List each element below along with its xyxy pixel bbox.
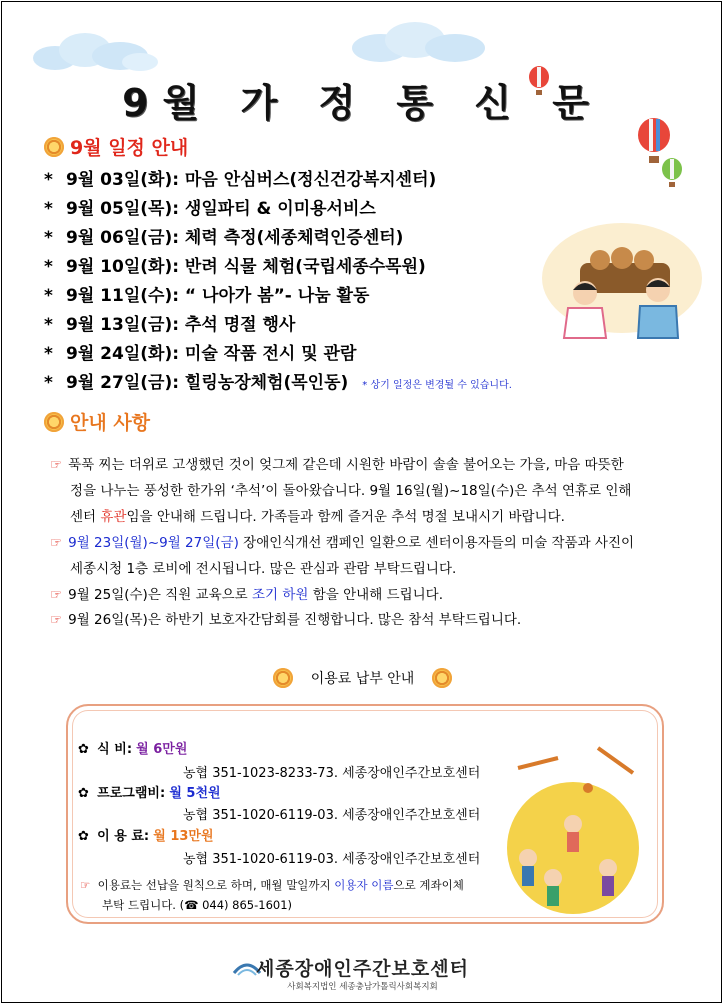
meal-fee-account: 농협 351-1023-8233-73. 세종장애인주간보호센터 bbox=[183, 766, 481, 781]
usage-fee-account: 농협 351-1020-6119-03. 세종장애인주간보호센터 bbox=[183, 852, 481, 867]
schedule-item: * 9월 24일(화): 미술 작품 전시 및 관람 bbox=[44, 344, 357, 364]
pointing-hand-icon: ☞ bbox=[80, 878, 91, 892]
schedule-item: * 9월 03일(화): 마음 안심버스(정신건강복지센터) bbox=[44, 170, 437, 190]
flower-bullet-icon bbox=[44, 412, 64, 432]
cloud-illustration bbox=[30, 30, 160, 75]
usage-fee-line: ✿ 이 용 료: 월 13만원 bbox=[78, 829, 214, 844]
fee-heading: 이용료 납부 안내 bbox=[0, 668, 725, 688]
schedule-heading: 9월 일정 안내 bbox=[44, 133, 188, 160]
center-affiliation: 사회복지법인 세종충남가톨릭사회복지회 bbox=[287, 982, 438, 992]
balloon-icon-3 bbox=[660, 158, 684, 192]
notice-paragraph-3: ☞ 9월 25일(수)은 직원 교육으로 조기 하원 함을 안내해 드립니다. bbox=[50, 587, 444, 603]
schedule-item: * 9월 06일(금): 체력 측정(세종체력인증센터) bbox=[44, 228, 404, 248]
moon-dance-illustration bbox=[498, 738, 648, 918]
pointing-hand-icon: ☞ bbox=[50, 612, 63, 628]
schedule-item: * 9월 13일(금): 추석 명절 행사 bbox=[44, 315, 296, 335]
notice-paragraph-4: ☞ 9월 26일(목)은 하반기 보호자간담회를 진행합니다. 많은 참석 부탁드립니다. bbox=[50, 612, 522, 628]
meal-fee-line: ✿ 식 비: 월 6만원 bbox=[78, 742, 188, 757]
schedule-item: * 9월 27일(금): 힐링농장체험(목인동) * 상기 일정은 변경될 수 있습니다. bbox=[44, 373, 512, 393]
schedule-item: * 9월 10일(화): 반려 식물 체험(국립세종수목원) bbox=[44, 257, 426, 277]
flower-bullet-icon bbox=[44, 137, 64, 157]
fee-payment-note: ☞ 이용료는 선납을 원칙으로 하며, 매월 말일까지 이용자 이름으로 계좌이체 부탁 드립니다. (☎ 044) 865-1601) bbox=[80, 878, 464, 912]
center-name: 세종장애인주간보호센터 bbox=[256, 958, 469, 980]
flower-bullet-icon bbox=[273, 668, 293, 688]
pointing-hand-icon: ☞ bbox=[50, 587, 63, 603]
notice-heading: 안내 사항 bbox=[44, 408, 150, 435]
schedule-item: * 9월 05일(목): 생일파티 & 이미용서비스 bbox=[44, 199, 376, 219]
pointing-hand-icon: ☞ bbox=[50, 535, 63, 551]
notice-paragraph-1: ☞ 푹푹 찌는 더위로 고생했던 것이 엊그제 같은데 시원한 바람이 솔솔 불어오는 가을, 마음 따뜻한 정을 나누는 풍성한 한가위 ‘추석’이 돌아왔습니다. 9월 16일(월)~18일(수)은 추석 연휴로 인해 센터 휴관임을 안내해 드립니다. 가족들과 함께 즐거운 추석 명절 보내시기 바랍니다. bbox=[50, 457, 632, 525]
notice-paragraph-2: ☞ 9월 23일(월)~9월 27일(금) 장애인식개선 캠페인 일환으로 센터이용자들의 미술 작품과 사진이 세종시청 1층 로비에 전시됩니다. 많은 관심과 관람 부탁드립니다. bbox=[50, 535, 635, 577]
program-fee-line: ✿ 프로그램비: 월 5천원 bbox=[78, 786, 221, 801]
chuseok-children-illustration bbox=[540, 218, 705, 348]
pointing-hand-icon: ☞ bbox=[50, 457, 63, 473]
schedule-change-note: * 상기 일정은 변경될 수 있습니다. bbox=[362, 380, 512, 391]
flower-bullet-icon bbox=[432, 668, 452, 688]
cloud-illustration-2 bbox=[350, 18, 490, 68]
page-title: 9월 가 정 통 신 문 bbox=[122, 81, 603, 125]
schedule-item: * 9월 11일(수): “ 나아가 봄”- 나눔 활동 bbox=[44, 286, 370, 306]
program-fee-account: 농협 351-1020-6119-03. 세종장애인주간보호센터 bbox=[183, 808, 481, 823]
